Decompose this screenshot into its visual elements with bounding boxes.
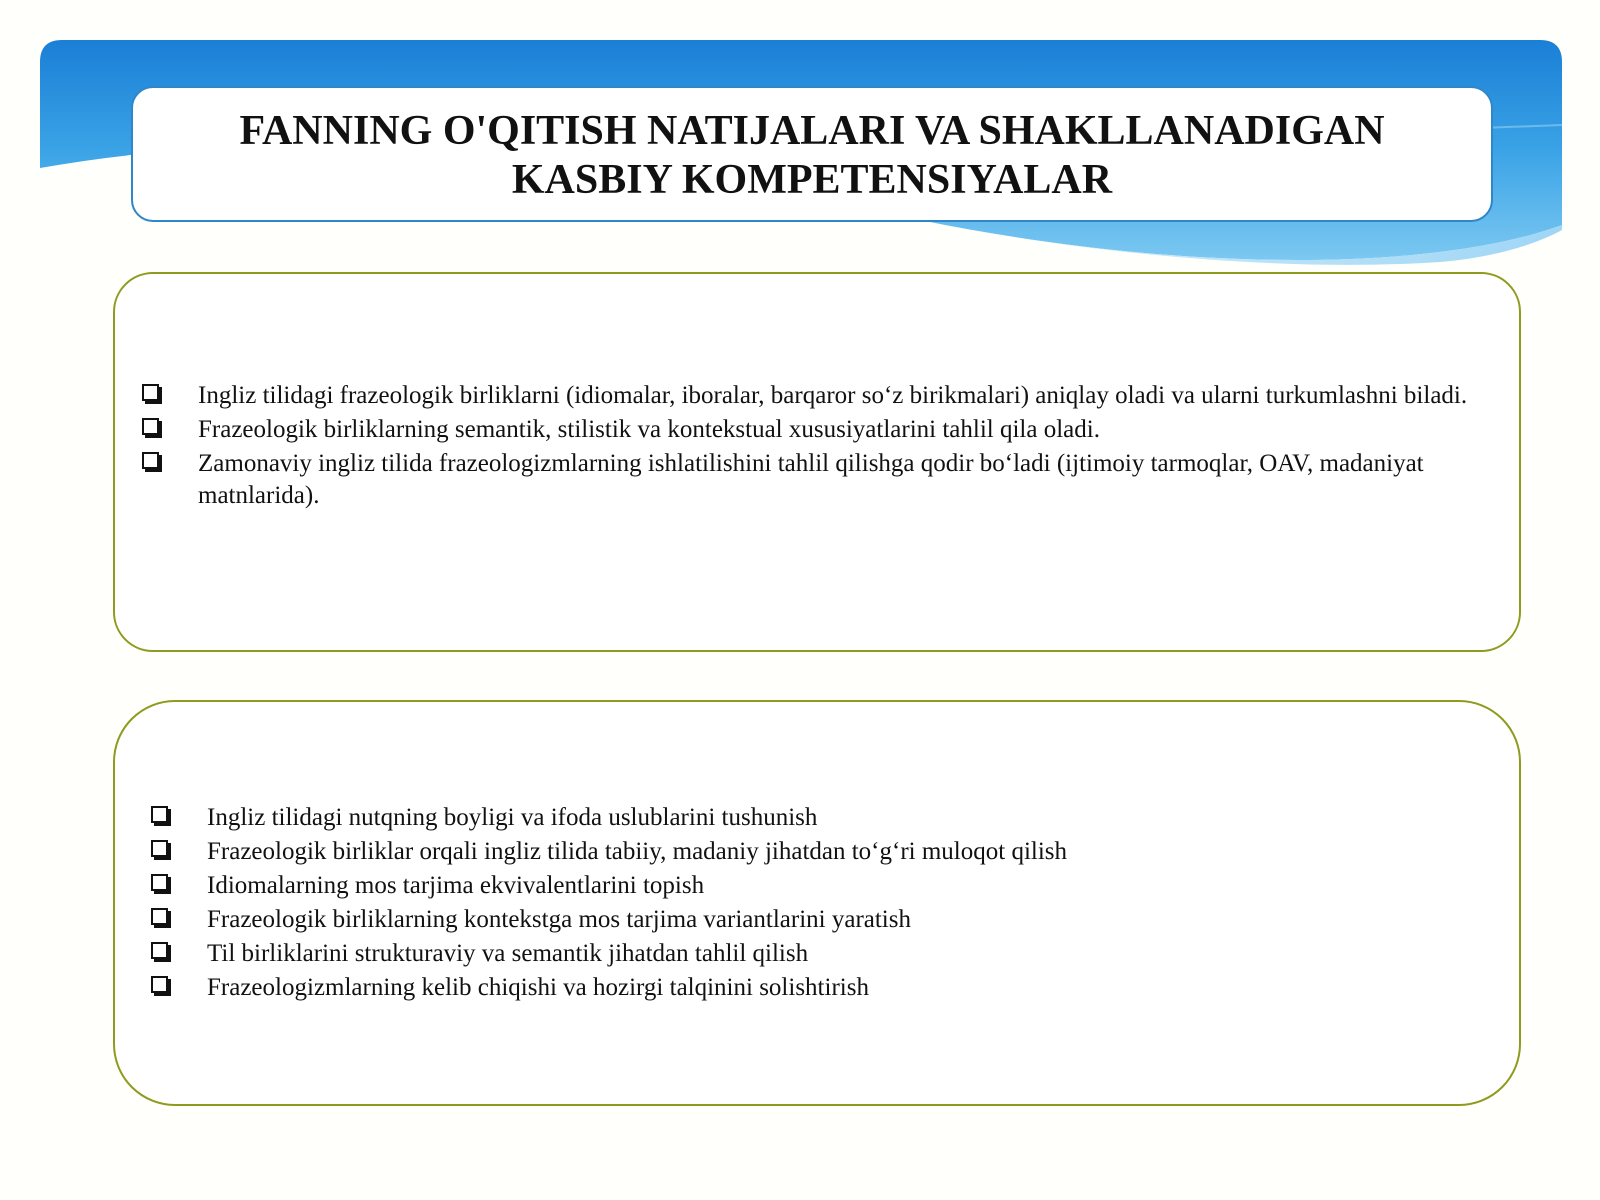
list-item-text: Idiomalarning mos tarjima ekvivalentlarini topish bbox=[207, 872, 705, 899]
list-item bbox=[136, 414, 1486, 446]
learning-outcomes-list bbox=[136, 380, 1486, 514]
list-item bbox=[136, 448, 1486, 512]
list-item-text: Frazeologizmlarning kelib chiqishi va hozirgi talqinini solishtirish bbox=[207, 974, 869, 1001]
checkbox-bullet-icon bbox=[142, 452, 159, 469]
checkbox-bullet-icon bbox=[151, 840, 168, 857]
list-item bbox=[145, 938, 1445, 970]
list-item-text: Ingliz tilidagi frazeologik birliklarni (idiomalar, iboralar, barqaror so‘z birikmalari) aniqlay oladi va ularni turkumlashni biladi. bbox=[198, 382, 1468, 409]
checkbox-bullet-icon bbox=[151, 874, 168, 891]
checkbox-bullet-icon bbox=[151, 806, 168, 823]
list-item bbox=[145, 802, 1445, 834]
checkbox-bullet-icon bbox=[151, 942, 168, 959]
list-item-text: Ingliz tilidagi nutqning boyligi va ifoda uslublarini tushunish bbox=[207, 804, 818, 831]
list-item bbox=[145, 870, 1445, 902]
checkbox-bullet-icon bbox=[151, 976, 168, 993]
list-item-text: Frazeologik birliklarning kontekstga mos tarjima variantlarini yaratish bbox=[207, 906, 911, 933]
competencies-list bbox=[145, 802, 1445, 1006]
list-item bbox=[145, 904, 1445, 936]
checkbox-bullet-icon bbox=[142, 384, 159, 401]
title-box bbox=[131, 86, 1493, 222]
list-item bbox=[145, 836, 1445, 868]
checkbox-bullet-icon bbox=[142, 418, 159, 435]
page-title: FANNING O'QITISH NATIJALARI VA SHAKLLANADIGAN KASBIY KOMPETENSIYALAR bbox=[239, 108, 1385, 203]
list-item-text: Zamonaviy ingliz tilida frazeologizmlarning ishlatilishini tahlil qilishga qodir bo‘ladi (ijtimoiy tarmoqlar, OAV, madaniyat matnlarida). bbox=[198, 450, 1424, 509]
checkbox-bullet-icon bbox=[151, 908, 168, 925]
list-item-text: Til birliklarini strukturaviy va semantik jihatdan tahlil qilish bbox=[207, 940, 809, 967]
list-item-text: Frazeologik birliklarning semantik, stilistik va kontekstual xususiyatlarini tahlil qila oladi. bbox=[198, 416, 1100, 443]
list-item bbox=[145, 972, 1445, 1004]
list-item bbox=[136, 380, 1486, 412]
list-item-text: Frazeologik birliklar orqali ingliz tilida tabiiy, madaniy jihatdan to‘g‘ri muloqot qilish bbox=[207, 838, 1068, 865]
